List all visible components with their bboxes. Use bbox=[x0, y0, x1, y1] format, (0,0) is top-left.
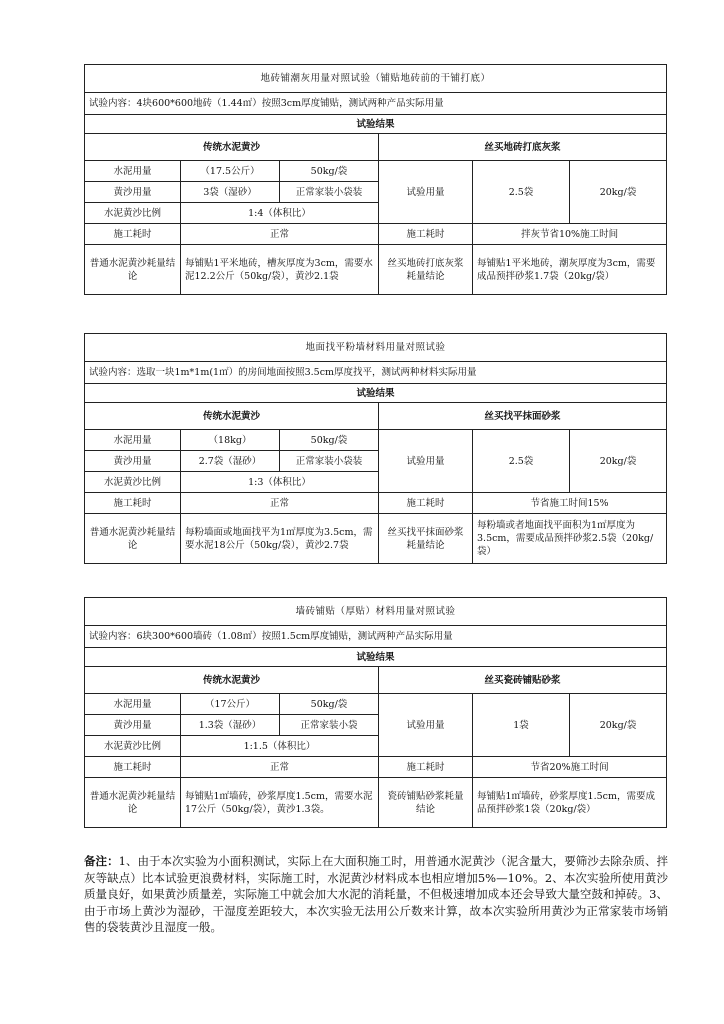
conclusion-label: 普通水泥黄沙耗量结论 bbox=[85, 778, 181, 828]
right-time-value: 拌灰节省10%施工时间 bbox=[473, 224, 667, 245]
section-title: 地面找平粉墙材料用量对照试验 bbox=[85, 334, 667, 362]
experiment-table bbox=[84, 333, 667, 564]
experiment-section-2 bbox=[84, 333, 666, 564]
ratio-value: 1:4（体积比） bbox=[181, 203, 379, 224]
cement-label: 水泥用量 bbox=[85, 430, 181, 451]
right-conclusion-label: 丝买地砖打底灰浆耗量结论 bbox=[379, 245, 473, 295]
left-product-title: 传统水泥黄沙 bbox=[85, 403, 379, 430]
sand-amount: 3袋（湿砂） bbox=[181, 182, 280, 203]
conclusion-label: 普通水泥黄沙耗量结论 bbox=[85, 245, 181, 295]
sand-unit: 正常家装小袋装 bbox=[280, 182, 379, 203]
cement-amount: （17公斤） bbox=[181, 694, 280, 715]
experiment-section-3 bbox=[84, 597, 666, 828]
cement-unit: 50kg/袋 bbox=[280, 694, 379, 715]
section-title: 墙砖铺贴（厚贴）材料用量对照试验 bbox=[85, 598, 667, 626]
ratio-label: 水泥黄沙比例 bbox=[85, 203, 181, 224]
right-conclusion-value: 每铺贴1㎡墙砖，砂浆厚度1.5cm，需要成品预拌砂浆1袋（20kg/袋） bbox=[473, 778, 667, 828]
notes-paragraph bbox=[84, 853, 668, 936]
ratio-label: 水泥黄沙比例 bbox=[85, 472, 181, 493]
right-time-value: 节省20%施工时间 bbox=[473, 757, 667, 778]
cement-amount: （17.5公斤） bbox=[181, 161, 280, 182]
right-product-title: 丝买地砖打底灰浆 bbox=[379, 134, 667, 161]
ratio-value: 1:3（体积比） bbox=[181, 472, 379, 493]
cement-unit: 50kg/袋 bbox=[280, 430, 379, 451]
experiment-section-1 bbox=[84, 64, 666, 295]
time-label: 施工耗时 bbox=[85, 757, 181, 778]
right-usage-amount: 2.5袋 bbox=[473, 161, 570, 224]
cement-label: 水泥用量 bbox=[85, 694, 181, 715]
ratio-value: 1:1.5（体积比） bbox=[181, 736, 379, 757]
right-time-label: 施工耗时 bbox=[379, 493, 473, 514]
cement-amount: （18kg） bbox=[181, 430, 280, 451]
right-usage-label: 试验用量 bbox=[379, 694, 473, 757]
experiment-table bbox=[84, 64, 667, 295]
right-usage-amount: 1袋 bbox=[473, 694, 570, 757]
conclusion-value: 每粉墙面或地面找平为1㎡厚度为3.5cm，需要水泥18公斤（50kg/袋），黄沙2.7袋 bbox=[181, 514, 379, 564]
sand-amount: 1.3袋（湿砂） bbox=[181, 715, 280, 736]
right-usage-amount: 2.5袋 bbox=[473, 430, 570, 493]
right-usage-label: 试验用量 bbox=[379, 161, 473, 224]
right-product-title: 丝买瓷砖铺贴砂浆 bbox=[379, 667, 667, 694]
conclusion-value: 每铺贴1平米地砖，槽灰厚度为3cm，需要水泥12.2公斤（50kg/袋），黄沙2.1袋 bbox=[181, 245, 379, 295]
right-product-title: 丝买找平抹面砂浆 bbox=[379, 403, 667, 430]
cement-unit: 50kg/袋 bbox=[280, 161, 379, 182]
right-conclusion-value: 每铺贴1平米地砖，潮灰厚度为3cm，需要成品预拌砂浆1.7袋（20kg/袋） bbox=[473, 245, 667, 295]
right-usage-label: 试验用量 bbox=[379, 430, 473, 493]
test-content: 试验内容：4块600*600地砖（1.44㎡）按照3cm厚度铺贴，测试两种产品实际用量 bbox=[85, 93, 667, 115]
time-label: 施工耗时 bbox=[85, 224, 181, 245]
test-content: 试验内容：选取一块1m*1m(1㎡）的房间地面按照3.5cm厚度找平，测试两种材料实际用量 bbox=[85, 362, 667, 384]
cement-label: 水泥用量 bbox=[85, 161, 181, 182]
time-value: 正常 bbox=[181, 757, 379, 778]
section-title: 地砖铺潮灰用量对照试验（铺贴地砖前的干铺打底） bbox=[85, 65, 667, 93]
right-time-value: 节省施工时间15% bbox=[473, 493, 667, 514]
result-heading: 试验结果 bbox=[85, 648, 667, 667]
right-usage-unit: 20kg/袋 bbox=[570, 161, 667, 224]
left-product-title: 传统水泥黄沙 bbox=[85, 134, 379, 161]
sand-amount: 2.7袋（湿砂） bbox=[181, 451, 280, 472]
right-usage-unit: 20kg/袋 bbox=[570, 430, 667, 493]
result-heading: 试验结果 bbox=[85, 115, 667, 134]
sand-label: 黄沙用量 bbox=[85, 182, 181, 203]
conclusion-label: 普通水泥黄沙耗量结论 bbox=[85, 514, 181, 564]
sand-unit: 正常家装小袋 bbox=[280, 715, 379, 736]
right-usage-unit: 20kg/袋 bbox=[570, 694, 667, 757]
right-time-label: 施工耗时 bbox=[379, 224, 473, 245]
ratio-label: 水泥黄沙比例 bbox=[85, 736, 181, 757]
conclusion-value: 每铺贴1㎡墙砖，砂浆厚度1.5cm，需要水泥17公斤（50kg/袋），黄沙1.3袋。 bbox=[181, 778, 379, 828]
right-conclusion-value: 每粉墙或者地面找平面积为1㎡厚度为3.5cm，需要成品预拌砂浆2.5袋（20kg/袋） bbox=[473, 514, 667, 564]
experiment-table bbox=[84, 597, 667, 828]
right-conclusion-label: 瓷砖铺贴砂浆耗量结论 bbox=[379, 778, 473, 828]
right-time-label: 施工耗时 bbox=[379, 757, 473, 778]
time-value: 正常 bbox=[181, 493, 379, 514]
sand-label: 黄沙用量 bbox=[85, 715, 181, 736]
notes-label: 备注： bbox=[84, 854, 119, 868]
result-heading: 试验结果 bbox=[85, 384, 667, 403]
sand-label: 黄沙用量 bbox=[85, 451, 181, 472]
test-content: 试验内容：6块300*600墙砖（1.08㎡）按照1.5cm厚度铺贴，测试两种产品实际用量 bbox=[85, 626, 667, 648]
time-label: 施工耗时 bbox=[85, 493, 181, 514]
left-product-title: 传统水泥黄沙 bbox=[85, 667, 379, 694]
sand-unit: 正常家装小袋装 bbox=[280, 451, 379, 472]
notes-text: 1、由于本次实验为小面积测试，实际上在大面积施工时，用普通水泥黄沙（泥含量大，要筛沙去除杂质、拌灰等缺点）比本试验更浪费材料，实际施工时，水泥黄沙材料成本也相应增加5%—10%。2、本次实验所使用黄沙质量良好，如果黄沙质量差，实际施工中就会加大水泥的消耗量，不但极速增加成本还会导致大量空鼓和掉砖。3、由于市场上黄沙为湿砂，干湿度差距较大，本次实验无法用公斤数来计算，故本次实验所用黄沙为正常家装市场销售的袋装黄沙且湿度一般。 bbox=[84, 854, 669, 934]
time-value: 正常 bbox=[181, 224, 379, 245]
right-conclusion-label: 丝买找平抹面砂浆耗量结论 bbox=[379, 514, 473, 564]
